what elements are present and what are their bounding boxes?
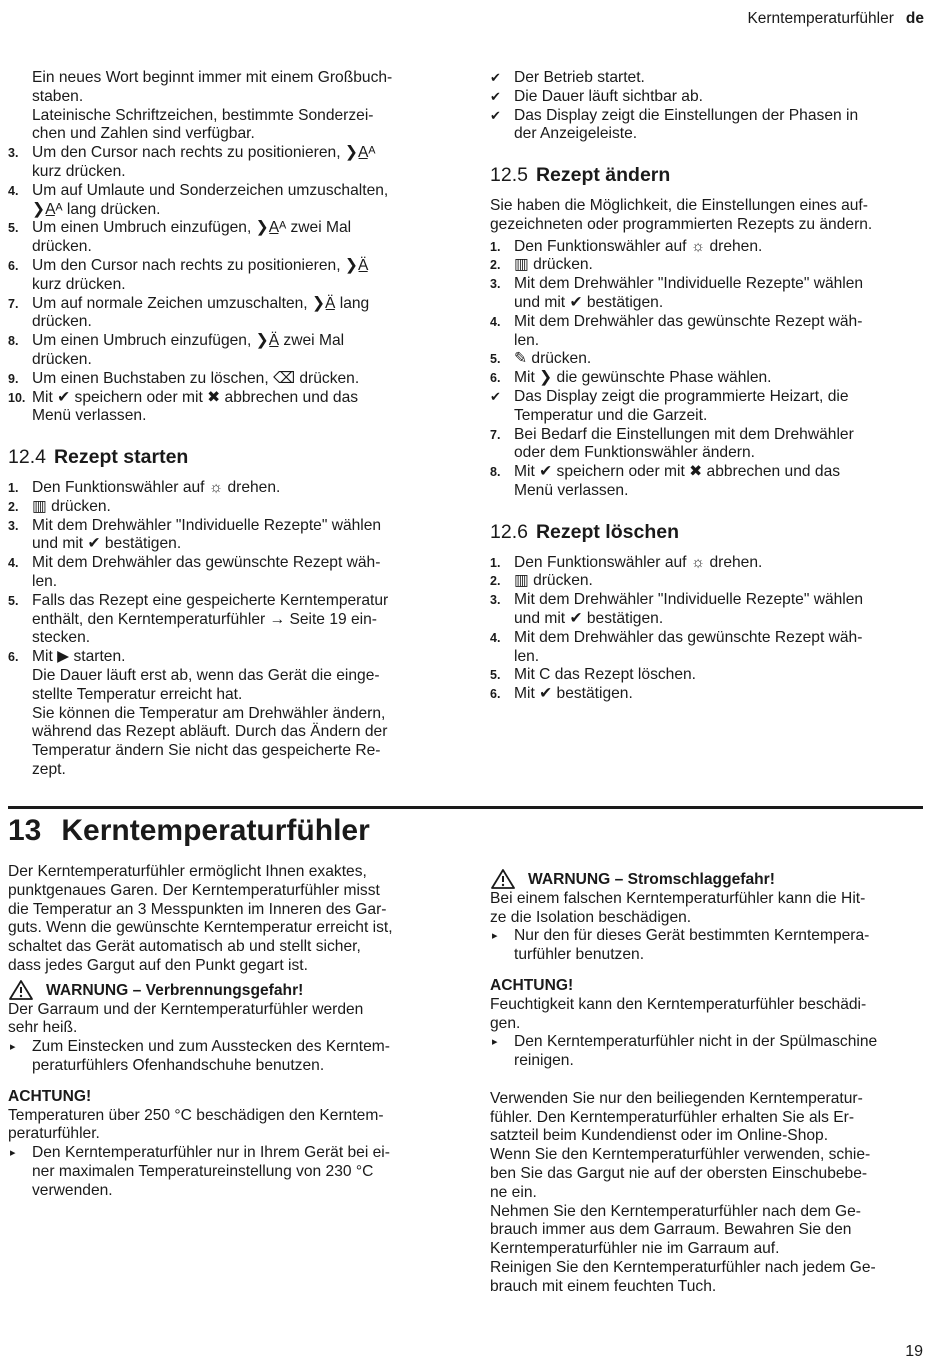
step-line: Mit dem Drehwähler das gewünschte Rezept wäh- xyxy=(514,628,863,646)
step-line: und mit ✔ bestätigen. xyxy=(514,609,664,627)
step-number: 4. xyxy=(490,630,501,645)
step-number: 9. xyxy=(8,371,19,386)
section-number: 12.5 xyxy=(490,163,528,186)
body-text xyxy=(490,1090,930,1297)
section-title: Rezept löschen xyxy=(535,520,679,543)
step-number: 4. xyxy=(8,183,19,198)
step-number: 6. xyxy=(8,258,19,273)
result-item: ✔ Der Betrieb startet. xyxy=(490,69,645,86)
step-number: 7. xyxy=(8,296,19,311)
step-number: 6. xyxy=(8,650,19,665)
header-title: Kerntemperaturfühler xyxy=(747,10,894,27)
step-item xyxy=(8,257,448,295)
bullet-item: ▸ Nur den für dieses Gerät bestimmten Kerntempera- turfühler benutzen. xyxy=(492,927,870,964)
step-line: drücken. xyxy=(32,350,92,368)
intro-line: chen und Zahlen sind verfügbar. xyxy=(32,125,255,143)
section-heading-12-5 xyxy=(490,163,930,187)
check-icon: ✔ xyxy=(490,107,501,123)
step-item xyxy=(8,479,448,498)
step-item xyxy=(8,144,448,182)
step-line: Bei Bedarf die Einstellungen mit dem Drehwähler xyxy=(514,425,854,443)
running-header xyxy=(747,10,924,28)
step-item xyxy=(490,554,930,573)
step-number: 8. xyxy=(490,465,501,480)
page-number: 19 xyxy=(905,1343,923,1360)
intro-line: staben. xyxy=(32,87,84,105)
step-number: 2. xyxy=(8,499,19,514)
left-column-top xyxy=(8,69,448,780)
step-line: kurz drücken. xyxy=(32,275,126,293)
step-line: Mit dem Drehwähler "Individuelle Rezepte" wählen xyxy=(514,591,864,609)
step-item xyxy=(490,629,930,667)
step-line: und mit ✔ bestätigen. xyxy=(32,535,182,553)
body-line: Reinigen Sie den Kerntemperaturfühler nach jedem Ge- xyxy=(490,1258,876,1276)
step-item xyxy=(8,592,448,648)
chapter-heading xyxy=(8,812,370,850)
step-line: Mit dem Drehwähler das gewünschte Rezept wäh- xyxy=(514,312,863,330)
step-line: ▥ drücken. xyxy=(514,256,593,274)
warning-heading: WARNUNG – Verbrennungsgefahr! xyxy=(8,982,448,1001)
step-line: Menü verlassen. xyxy=(32,407,147,425)
bullet-triangle-icon: ▸ xyxy=(10,1147,16,1160)
step-line: Temperatur ändern Sie nicht das gespeicherte Re- xyxy=(32,742,381,760)
step-line: Menü verlassen. xyxy=(514,481,629,499)
body-line: Wenn Sie den Kerntemperaturfühler verwenden, schie- xyxy=(490,1146,871,1164)
step-item xyxy=(490,275,930,313)
chapter-divider xyxy=(8,806,923,809)
step-item xyxy=(8,389,448,427)
result-item: ✔ Das Display zeigt die Einstellungen der Phasen in der Anzeigeleiste. xyxy=(490,106,859,143)
step-item xyxy=(490,238,930,257)
step-number: 1. xyxy=(8,480,19,495)
step-line: und mit ✔ bestätigen. xyxy=(514,293,664,311)
step-line: Die Dauer läuft erst ab, wenn das Gerät die einge- xyxy=(32,666,380,684)
steps-list xyxy=(490,554,930,704)
result-item: ✔ Die Dauer läuft sichtbar ab. xyxy=(490,87,703,105)
step-line: Um auf normale Zeichen umzuschalten, ❯Ä̲ lang xyxy=(32,294,370,312)
step-line: stecken. xyxy=(32,629,91,647)
body-line: Verwenden Sie nur den beiliegenden Kerntemperatur- xyxy=(490,1089,863,1107)
bullet-item: ▸ Den Kerntemperaturfühler nur in Ihrem Gerät bei ei- ner maximalen Temperatureinstellung von 230 °C verwenden. xyxy=(10,1144,390,1199)
step-item xyxy=(8,182,448,220)
step-line: Um einen Umbruch einzufügen, ❯A̲ᴬ zwei Mal xyxy=(32,219,352,237)
step-item xyxy=(490,313,930,351)
step-line: zept. xyxy=(32,760,66,778)
step-line: Um auf Umlaute und Sonderzeichen umzuschalten, xyxy=(32,181,389,199)
step-line: oder dem Funktionswähler ändern. xyxy=(514,444,755,462)
step-item xyxy=(490,388,930,426)
step-line: drücken. xyxy=(32,313,92,331)
step-line: ✎ drücken. xyxy=(514,350,592,368)
step-item xyxy=(490,666,930,685)
notice-heading: ACHTUNG! xyxy=(8,1087,92,1105)
warning-icon xyxy=(490,868,516,890)
bullet-triangle-icon: ▸ xyxy=(492,1036,498,1049)
step-line: Sie können die Temperatur am Drehwähler ändern, xyxy=(32,704,386,722)
step-line: ▥ drücken. xyxy=(32,497,111,515)
body-line: fühler. Den Kerntemperaturfühler erhalten Sie als Er- xyxy=(490,1108,855,1126)
body-line: satzteil beim Kundendienst oder im Online-Shop. xyxy=(490,1127,829,1145)
step-line: Mit ✔ speichern oder mit ✖ abbrechen und das xyxy=(32,388,359,406)
step-number: 2. xyxy=(490,258,501,273)
step-number: 3. xyxy=(8,518,19,533)
step-line: Den Funktionswähler auf ☼ drehen. xyxy=(514,553,763,571)
step-line: Mit dem Drehwähler das gewünschte Rezept wäh- xyxy=(32,554,381,572)
step-line: len. xyxy=(514,647,540,665)
intro-line: Ein neues Wort beginnt immer mit einem Großbuch- xyxy=(32,69,393,86)
steps-list xyxy=(490,238,930,501)
step-item xyxy=(8,332,448,370)
step-line: Mit C das Rezept löschen. xyxy=(514,666,697,684)
step-number: 5. xyxy=(490,352,501,367)
step-line: Temperatur und die Garzeit. xyxy=(514,406,708,424)
step-number: 8. xyxy=(8,334,19,349)
step-line: Mit dem Drehwähler "Individuelle Rezepte" wählen xyxy=(514,275,864,293)
check-icon: ✔ xyxy=(490,388,501,404)
step-line: Mit ▶ starten. xyxy=(32,648,126,666)
step-item xyxy=(8,295,448,333)
section-intro: Sie haben die Möglichkeit, die Einstellungen eines auf- gezeichneten oder programmierten Rezepts zu ändern. xyxy=(490,196,873,233)
body-line: brauch immer aus dem Garraum. Bewahren Sie den xyxy=(490,1221,852,1239)
step-number: 3. xyxy=(490,593,501,608)
step-item xyxy=(490,463,930,501)
chapter-intro: Der Kerntemperaturfühler ermöglicht Ihnen exaktes, punktgenaues Garen. Der Kerntemperaturfühler misst die Temperatur an 3 Messpunkten im Inneren des Gar- guts. Wenn die gewünschte Kerntemperatur erreicht ist, schaltet das Gerät automatisch ab und stellt sicher, dass jedes Gargut auf den Punkt gegart ist. xyxy=(8,863,393,974)
bullet-triangle-icon: ▸ xyxy=(492,930,498,943)
body-line: ben Sie das Gargut nie auf der obersten Einschubebe- xyxy=(490,1164,868,1182)
step-number: 1. xyxy=(490,239,501,254)
bullet-item: ▸ Den Kerntemperaturfühler nicht in der Spülmaschine reinigen. xyxy=(492,1033,878,1070)
step-number: 3. xyxy=(8,146,19,161)
body-line: ne ein. xyxy=(490,1183,537,1201)
section-number: 12.6 xyxy=(490,520,528,543)
step-line: Mit dem Drehwähler "Individuelle Rezepte" wählen xyxy=(32,516,382,534)
step-item xyxy=(490,426,930,464)
step-line: enthält, den Kerntemperaturfühler → Seite 19 ein- xyxy=(32,610,377,628)
step-line: Um einen Umbruch einzufügen, ❯Ä̲ zwei Mal xyxy=(32,332,345,350)
step-number: 4. xyxy=(490,314,501,329)
step-line: ❯A̲ᴬ lang drücken. xyxy=(32,200,161,218)
step-line: Um den Cursor nach rechts zu positionieren, ❯A̲ᴬ xyxy=(32,144,376,162)
notice-heading: ACHTUNG! xyxy=(490,976,574,994)
step-line: Um einen Buchstaben zu löschen, ⌫ drücken. xyxy=(32,369,360,387)
step-item xyxy=(490,256,930,275)
step-line: Mit ✔ speichern oder mit ✖ abbrechen und das xyxy=(514,463,841,481)
step-item xyxy=(490,591,930,629)
step-number: 10. xyxy=(8,390,26,405)
step-line: Um den Cursor nach rechts zu positionieren, ❯Ä̲ xyxy=(32,256,369,274)
step-line: Das Display zeigt die programmierte Heizart, die xyxy=(514,387,849,405)
section-title: Rezept ändern xyxy=(535,163,671,186)
step-item xyxy=(490,685,930,704)
step-number: 5. xyxy=(8,221,19,236)
step-line: Mit ✔ bestätigen. xyxy=(514,685,633,703)
step-line: kurz drücken. xyxy=(32,162,126,180)
warning-icon xyxy=(8,979,34,1001)
step-number: 7. xyxy=(490,427,501,442)
check-icon: ✔ xyxy=(490,88,501,104)
step-item xyxy=(8,370,448,389)
bullet-item: ▸ Zum Einstecken und zum Ausstecken des Kerntem- peraturfühlers Ofenhandschuhe benutzen. xyxy=(10,1038,390,1074)
chapter-title: Kerntemperaturfühler xyxy=(61,814,370,847)
step-line: len. xyxy=(32,572,58,590)
steps-list xyxy=(8,479,448,780)
step-number: 2. xyxy=(490,574,501,589)
body-line: brauch mit einem feuchten Tuch. xyxy=(490,1277,717,1295)
step-number: 4. xyxy=(8,556,19,571)
bullet-triangle-icon: ▸ xyxy=(10,1041,16,1054)
step-number: 5. xyxy=(490,668,501,683)
step-item xyxy=(8,517,448,555)
steps-list xyxy=(8,144,448,426)
chapter-13-left: Der Kerntemperaturfühler ermöglicht Ihnen exaktes, punktgenaues Garen. Der Kerntemperaturfühler misst die Temperatur an 3 Messpunkten im Inneren des Gar- guts. Wenn die gewünschte Kerntemperatur erreicht ist, schaltet das Gerät automatisch ab und stellt sicher, dass jedes Gargut auf den Punkt gegart ist. WARNUNG – Verbrennungsgefahr! Der Garraum und der Kerntemperaturfühler werden sehr heiß. ▸ Zum Einstecken und zum Ausstecken des Kerntem- peraturfühlers Ofenhandschuhe benutzen. ACHTUNG! Temperaturen über 250 °C beschädigen den Kerntem- peraturfühler. ▸ Den Kerntemperaturfühler nur in Ihrem Gerät bei ei- ner maximalen Temperatureinstellung von 230 °C verwenden. xyxy=(8,863,448,1201)
section-heading-12-4 xyxy=(8,445,448,469)
section-number: 12.4 xyxy=(8,445,46,468)
step-number: 3. xyxy=(490,277,501,292)
body-line: Kerntemperaturfühler nie im Garraum auf. xyxy=(490,1240,780,1258)
step-item xyxy=(8,498,448,517)
step-item xyxy=(490,350,930,369)
step-line: Den Funktionswähler auf ☼ drehen. xyxy=(514,237,763,255)
body-line: Nehmen Sie den Kerntemperaturfühler nach dem Ge- xyxy=(490,1202,861,1220)
warning-heading: WARNUNG – Stromschlaggefahr! xyxy=(490,871,930,890)
step-item xyxy=(490,572,930,591)
header-language: de xyxy=(905,10,924,27)
step-line: Falls das Rezept eine gespeicherte Kerntemperatur xyxy=(32,591,389,609)
chapter-13-right: WARNUNG – Stromschlaggefahr! Bei einem falschen Kerntemperaturfühler kann die Hit- ze die Isolation beschädigen. ▸ Nur den für dieses Gerät bestimmten Kerntempera- turfühler benutzen. ACHTUNG! Feuchtigkeit kann den Kerntemperaturfühler beschädi- gen. ▸ Den Kerntemperaturfühler nicht in der Spülmaschine reinigen. Verwenden Sie nur den beiliegenden Kerntemperatur- fühler. Den Kerntemperaturfühler erhalten Sie als Er- satzteil beim Kundendienst oder im Online-Shop. Wenn Sie den Kerntemperaturfühler verwenden, schie- ben Sie das Gargut nie auf der obersten Einschubebe- ne ein. Nehmen Sie den Kerntemperaturfühler nach dem Ge- brauch immer aus dem Garraum. Bewahren Sie den Kerntemperaturfühler nie im Garraum auf. Reinigen Sie den Kerntemperaturfühler nach jedem Ge- brauch mit einem feuchten Tuch. xyxy=(490,871,930,1297)
step-line: stellte Temperatur erreicht hat. xyxy=(32,685,243,703)
intro-line: Lateinische Schriftzeichen, bestimmte Sonderzei- xyxy=(32,106,374,124)
step-line: drücken. xyxy=(32,238,92,256)
right-column-top xyxy=(490,69,930,704)
step-number: 6. xyxy=(490,687,501,702)
step-line: Mit ❯ die gewünschte Phase wählen. xyxy=(514,369,772,387)
step-line: Den Funktionswähler auf ☼ drehen. xyxy=(32,478,281,496)
step-number: 1. xyxy=(490,555,501,570)
step-number: 5. xyxy=(8,593,19,608)
chapter-number: 13 xyxy=(8,814,42,847)
step-line: ▥ drücken. xyxy=(514,572,593,590)
section-title: Rezept starten xyxy=(53,445,189,468)
step-item xyxy=(8,219,448,257)
step-line: während das Rezept abläuft. Durch das Ändern der xyxy=(32,723,388,741)
section-heading-12-6 xyxy=(490,520,930,544)
step-item xyxy=(8,554,448,592)
step-number: 6. xyxy=(490,371,501,386)
step-item xyxy=(8,648,448,780)
check-icon: ✔ xyxy=(490,70,501,85)
step-item xyxy=(490,369,930,388)
step-line: len. xyxy=(514,331,540,349)
intro-text xyxy=(8,69,448,144)
